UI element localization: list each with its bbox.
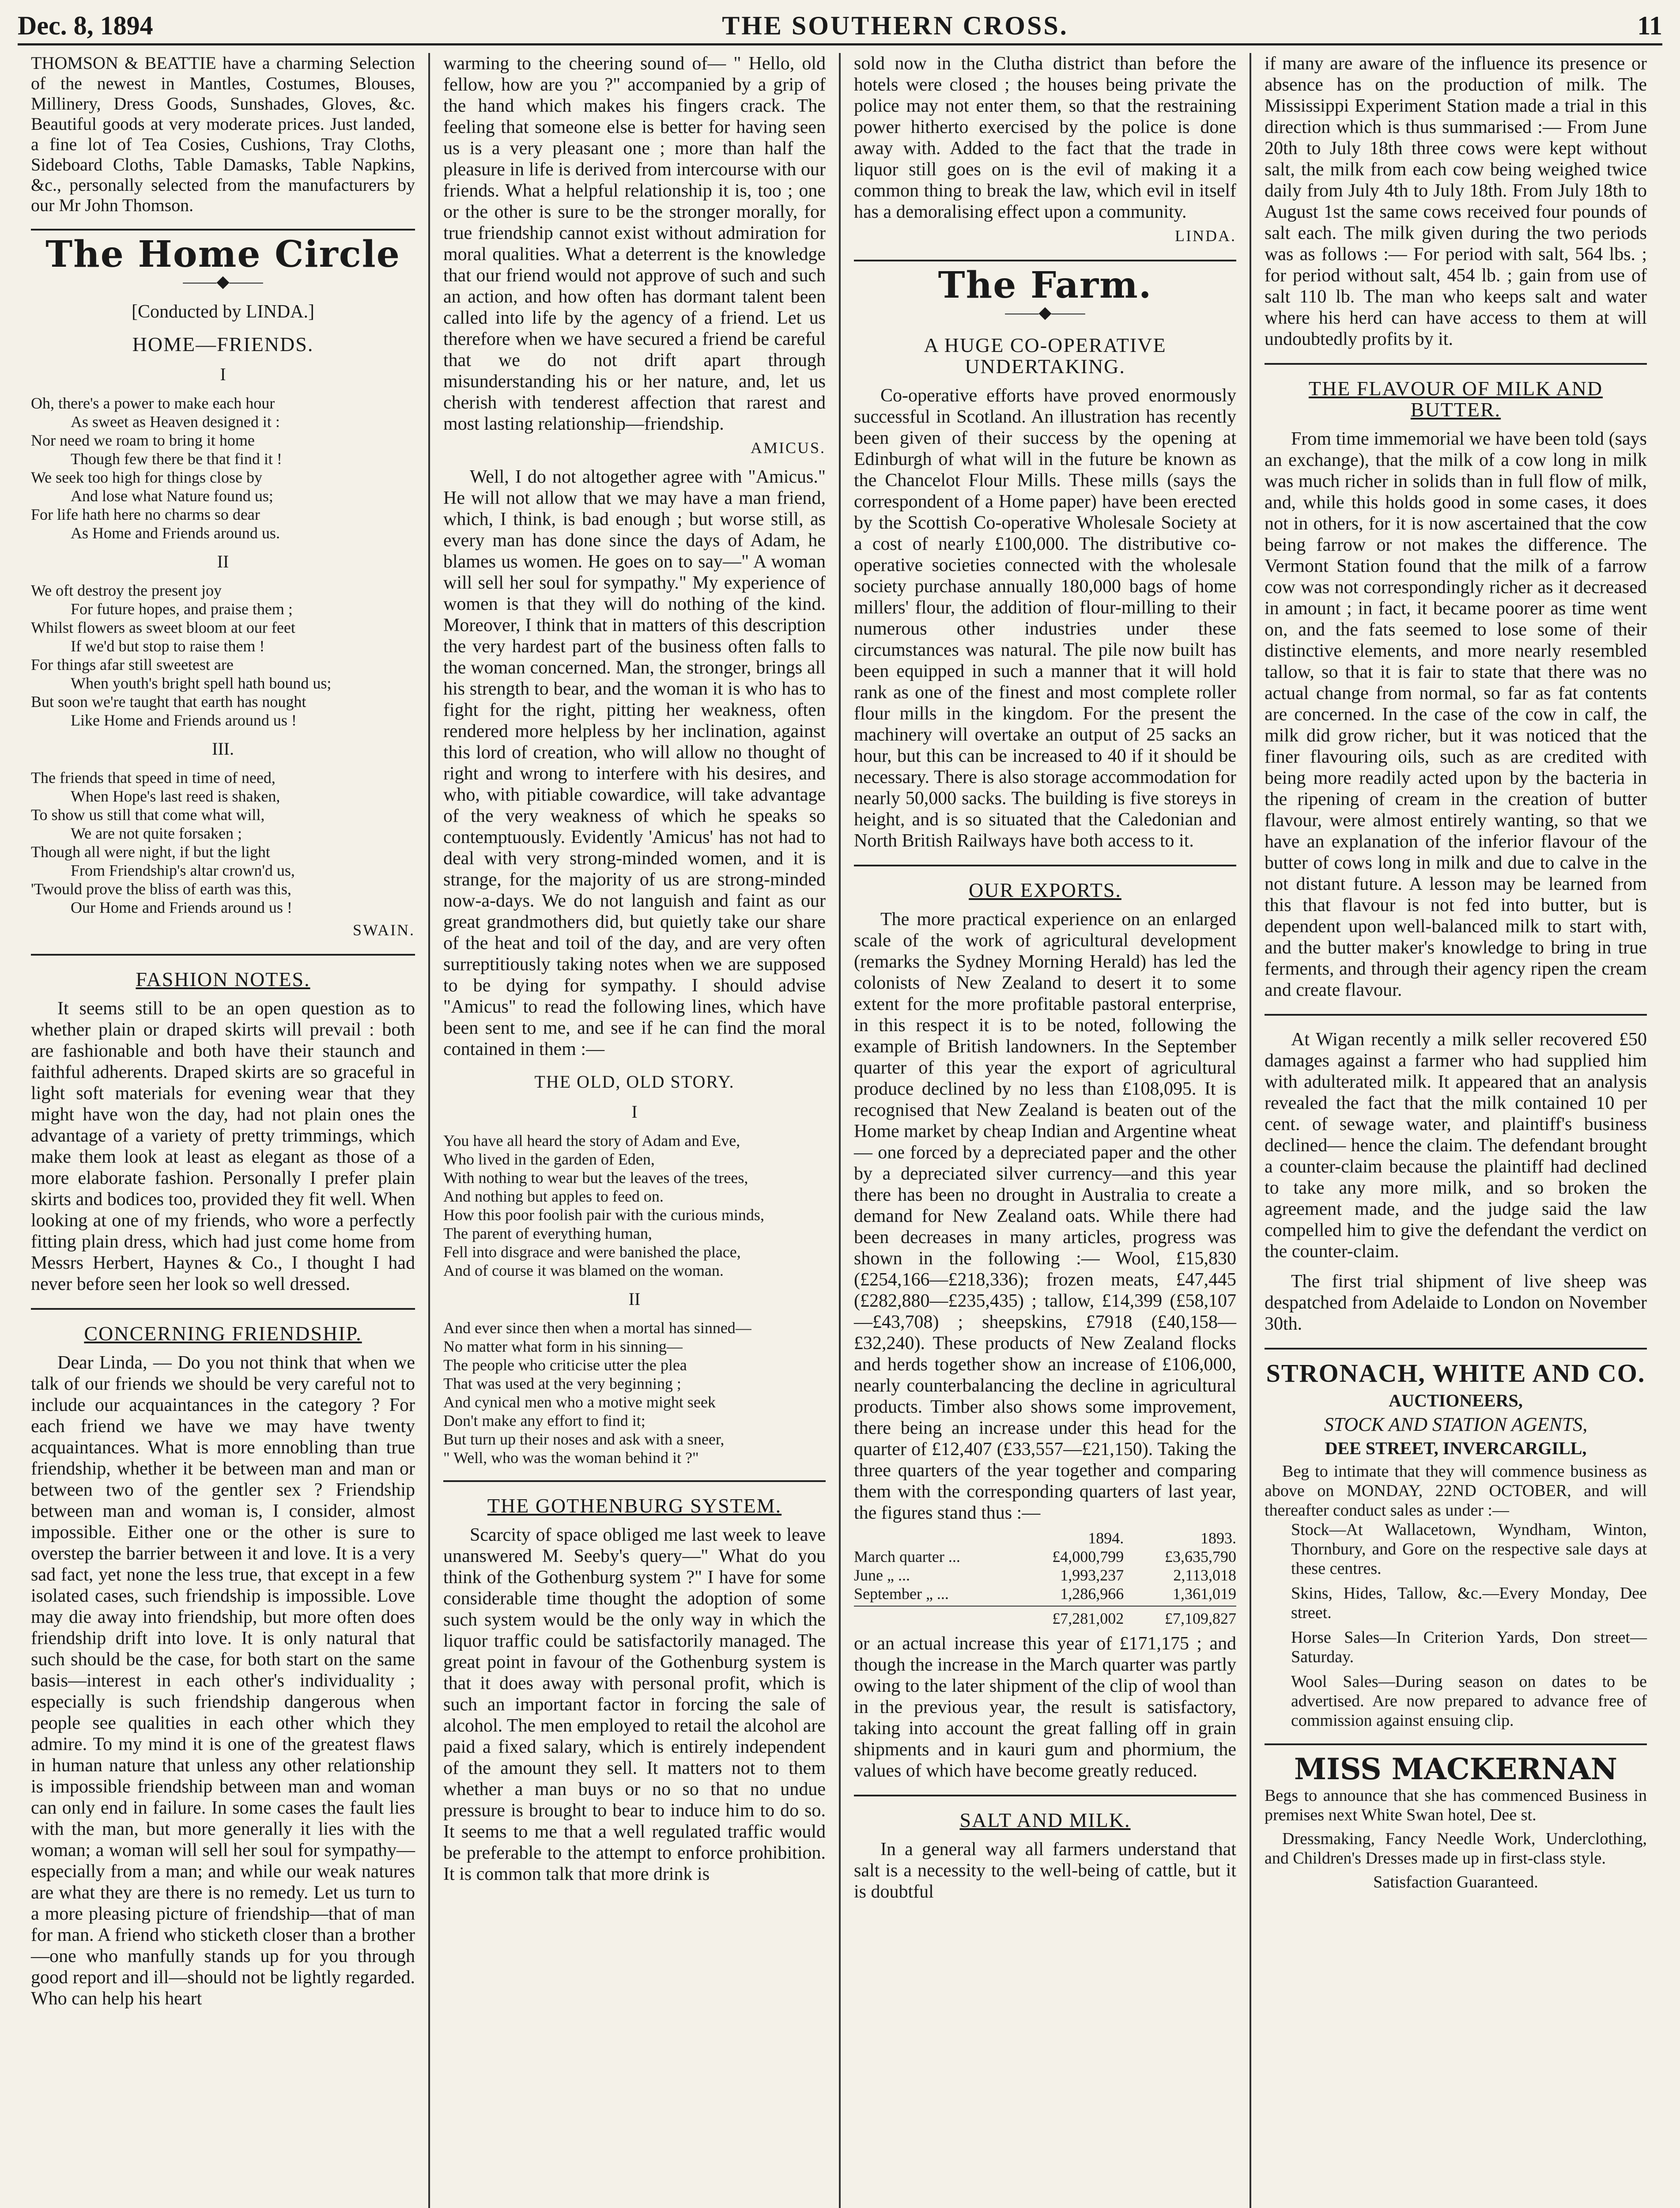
table-cell: June „ ...: [854, 1566, 910, 1584]
friendship-heading: CONCERNING FRIENDSHIP.: [84, 1322, 362, 1345]
poem-line: Like Home and Friends around us !: [71, 711, 297, 729]
stanza-number: I: [631, 1102, 638, 1122]
poem-line: From Friendship's altar crown'd us,: [71, 862, 295, 879]
poem-line: As sweet as Heaven designed it :: [71, 413, 280, 431]
table-row: [854, 1547, 1236, 1566]
ad-text: Dressmaking, Fancy Needle Work, Underclothing, and Children's Dresses made up in first-class style.: [1265, 1830, 1647, 1868]
table-total: [854, 1609, 1236, 1628]
poem-line: For things afar still sweetest are: [31, 656, 234, 673]
fashion-notes-text: It seems still to be an open question as to whether plain or draped skirts will prevail : both are fashionable and both have their staunch and faithful adherents. Draped skirts are so graceful in light soft materials for evening wear that they might have won the day, had not plain ones the advantage of a variety of pretty trimmings, which make them look at least as elegant as those of a more elaborate fashion. Personally I prefer plain skirts and bodices too, provided they fit well. When looking at one of my friends, who wore a perfectly fitting plain dress, which had just come home from Messrs Herbert, Haynes & Co., I thought I had never before seen her look so well dressed.: [31, 998, 415, 1294]
poem-line: To show us still that come what will,: [31, 806, 265, 824]
old-story-heading: THE OLD, OLD STORY.: [534, 1072, 735, 1092]
newspaper-title: THE SOUTHERN CROSS.: [722, 11, 1068, 40]
table-cell: £7,281,002: [1052, 1610, 1124, 1627]
exports-table: [854, 1529, 1236, 1628]
thomson-beattie-ad: [31, 53, 415, 216]
farm-heading: The Farm.: [938, 264, 1152, 306]
poem-line: That was used at the very beginning ;: [443, 1375, 681, 1392]
column-2: [428, 53, 839, 2208]
poem-line: 'Twould prove the bliss of earth was this,: [31, 880, 291, 898]
table-row: [854, 1566, 1236, 1584]
gothenburg-continued: sold now in the Clutha district than before the hotels were closed ; the houses being private the police may not enter them, so that the restraining power hitherto exercised by the police is done away with. Added to the fact that the trade in liquor still goes on is the evil of making it a common thing to break the law, which evil in itself has a demoralising effect upon a community.: [854, 53, 1236, 222]
poem-line: And of course it was blamed on the woman.: [443, 1262, 724, 1279]
fashion-notes-heading: FASHION NOTES.: [136, 968, 310, 991]
ornament: ——◆——: [1005, 303, 1085, 322]
issue-date: Dec. 8, 1894: [18, 11, 153, 40]
poem-line: Oh, there's a power to make each hour: [31, 394, 275, 412]
stanza-number: III.: [212, 739, 234, 759]
gothenburg-text: Scarcity of space obliged me last week to leave unanswered M. Seeby's query—" What do you think of the Gothenburg system ?" I have for some considerable time thought the adoption of some such system would be the only way in which the liquor traffic could be satisfactorily managed. The great point in favour of the Gothenburg system is that it does away with personal profit, which is such an important factor in forcing the sale of alcohol. The men employed to retail the alcohol are paid a fixed salary, which is entirely independent of the amount they sell. It matters not to them whether a man buys or no so that no undue pressure is brought to bear to induce him to do so. It seems to me that a well regulated traffic would be preferable to the attempt to enforce prohibition. It is common talk that more drink is: [443, 1525, 826, 1884]
old-story-stanza-1: [443, 1131, 826, 1280]
poem-line: With nothing to wear but the leaves of the trees,: [443, 1169, 748, 1187]
divider: [31, 1308, 415, 1310]
list-item: Skins, Hides, Tallow, &c.—Every Monday, Dee street.: [1291, 1584, 1647, 1622]
poem-line: Though all were night, if but the light: [31, 843, 270, 861]
columns: [18, 53, 1660, 2208]
poem-line: You have all heard the story of Adam and Eve,: [443, 1132, 740, 1149]
table-cell: September „ ...: [854, 1585, 949, 1603]
table-cell: March quarter ...: [854, 1548, 960, 1565]
poem-line: The people who criticise utter the plea: [443, 1356, 687, 1374]
ad-heading: STRONACH, WHITE AND CO.: [1266, 1359, 1646, 1388]
poem-line: If we'd but stop to raise them !: [71, 637, 265, 655]
poem-line: We oft destroy the present joy: [31, 582, 222, 599]
ad-intro: Beg to intimate that they will commence business as above on MONDAY, 22ND OCTOBER, and will thereafter conduct sales as under :—: [1265, 1462, 1647, 1520]
stanza-number: II: [628, 1289, 641, 1309]
home-friends-heading: HOME—FRIENDS.: [132, 333, 314, 355]
column-1: [18, 53, 428, 2208]
home-circle-heading: The Home Circle: [45, 233, 400, 276]
poem-line: And lose what Nature found us;: [71, 487, 273, 505]
cooperative-text: Co-operative efforts have proved enormously successful in Scotland. An illustration has recently been given of their success by the opening at Edinburgh of what will in the future be known as the Chancelot Flour Mills. These mills (says the correspondent of a Home paper) have been erected by the Scottish Co-operative Wholesale Society at a cost of nearly £100,000. The distributive co-operative societies connected with the wholesale society purchase annually 180,000 bags of home millers' flour, the addition of flour-milling to their numerous other industries under these circumstances was natural. The pile now built has been equipped in such a manner that it will hold rank as one of the finest and most complete roller flour mills in the kingdom. For the present the machinery will overtake an output of 25 sacks an hour, but this can be increased to 40 if it should be necessary. There is also storage accommodation for nearly 50,000 sacks. The building is five storeys in height, and is so situated that the Caledonian and North British Railways have both access to it.: [854, 386, 1236, 851]
list-item: Wool Sales—During season on dates to be advertised. Are now prepared to advance free of commission against ensuing clip.: [1291, 1672, 1647, 1730]
masthead: [18, 8, 1662, 45]
exports-text-2: or an actual increase this year of £171,175 ; and though the increase in the March quarter was partly owing to the later shipment of the clip of wool than in the previous year, the result is satisfactory, taking into account the great falling off in grain shipments and in kauri gum and phormium, the values of which have become greatly reduced.: [854, 1633, 1236, 1781]
column-3: [839, 53, 1250, 2208]
salt-milk-continued: if many are aware of the influence its presence or absence has on the production of milk. The Mississippi Experiment Station made a trial in this direction which is thus summarised :— From June 20th to July 18th three cows were kept without salt, the milk from each cow being weighed twice daily from July 4th to July 18th. From July 18th to August 1st the same cows received four pounds of salt each. The milk given during the two periods was as follows :— For period with salt, 564 lbs. ; for period without salt, 454 lb. ; gain from use of salt 110 lb. The man who keeps salt and water where his herd can have access to them at will undoubtedly profits by it.: [1265, 53, 1647, 349]
flavour-heading: THE FLAVOUR OF MILK AND BUTTER.: [1308, 377, 1603, 421]
ad-heading: MISS MACKERNAN: [1294, 1752, 1617, 1786]
conducted-by: [Conducted by LINDA.]: [131, 302, 315, 322]
column-4: [1250, 53, 1660, 2208]
list-item: Horse Sales—In Criterion Yards, Don street—Saturday.: [1291, 1628, 1647, 1666]
poem-line: Fell into disgrace and were banished the place,: [443, 1243, 741, 1261]
table-header: [854, 1529, 1236, 1547]
gothenburg-heading: THE GOTHENBURG SYSTEM.: [487, 1494, 782, 1517]
divider: [31, 229, 415, 231]
divider: [1265, 1348, 1647, 1350]
poem-line: When youth's bright spell hath bound us;: [71, 674, 332, 692]
author-signature: SWAIN.: [353, 921, 415, 939]
ad-list: [1265, 1520, 1647, 1730]
poem-line: And nothing but apples to feed on.: [443, 1187, 664, 1205]
table-cell: 1893.: [1201, 1529, 1236, 1547]
mackernan-ad: [1265, 1752, 1647, 1892]
divider: [443, 1480, 826, 1482]
poem-line: The friends that speed in time of need,: [31, 769, 276, 786]
divider: [854, 865, 1236, 866]
poem-line: Who lived in the garden of Eden,: [443, 1150, 655, 1168]
poem-line: How this poor foolish pair with the curious minds,: [443, 1206, 764, 1224]
poem-line: For life hath here no charms so dear: [31, 506, 260, 523]
table-cell: [854, 1609, 1012, 1628]
poem-line: Though few there be that find it !: [71, 450, 282, 468]
cooperative-heading: A HUGE CO-OPERATIVE UNDERTAKING.: [924, 334, 1167, 378]
ornament: ——◆——: [183, 272, 263, 291]
linda-reply: Well, I do not altogether agree with "Amicus." He will not allow that we may have a man friend, which, I think, is bad enough ; but worse still, as every man has done since the days of Adam, he blames us women. He goes on to say—" A woman will sell her soul for sympathy." My experience of women is that they will do nothing of the kind. Moreover, I think that in matters of this description the very hardest part of the business often falls to the woman concerned. Man, the stronger, brings all his strength to bear, and the woman it is who has to fight for the right, pitting her weakness, often rendered more helpless by her inclination, against this lord of creation, who will allow no thought of right and wrong to interfere with his desires, and who, with pitiable cowardice, will take advantage of the very weakness of which he speaks so contemptuously. Evidently 'Amicus' has not had to deal with very strong-minded women, and it is strange, for the majority of us are strong-minded now-a-days. We do not languish and faint as our great grandmothers did, but quietly take our share of the heat and toil of the day, and are very often surreptitiously taking notes when we are supposed to be dying for sympathy. I should advise "Amicus" to read the following lines, which have been sent to me, and see if he can find the moral contained in them :—: [443, 467, 826, 1059]
author-signature: AMICUS.: [750, 439, 826, 457]
exports-heading: OUR EXPORTS.: [969, 879, 1121, 901]
ad-subheading: STOCK AND STATION AGENTS,: [1324, 1414, 1588, 1435]
table-cell: £7,109,827: [1165, 1610, 1236, 1627]
stanza-number: I: [220, 364, 226, 384]
poem-line: The parent of everything human,: [443, 1225, 652, 1242]
table-cell: 1,361,019: [1173, 1585, 1236, 1603]
poem-line: We are not quite forsaken ;: [71, 824, 242, 842]
divider: [854, 260, 1236, 261]
author-signature: LINDA.: [1175, 227, 1236, 245]
ad-address: DEE STREET, INVERCARGILL,: [1325, 1438, 1587, 1458]
divider: [1265, 363, 1647, 365]
poem-line: But soon we're taught that earth has nought: [31, 693, 306, 711]
poem-line: When Hope's last reed is shaken,: [71, 787, 280, 805]
friendship-continued: warming to the cheering sound of— " Hello, old fellow, how are you ?" accompanied by a grip of the hand which makes his fingers crack. The feeling that someone else is better for having seen us is a very pleasant one ; more than half the pleasure in life is derived from intercourse with our friends. What a helpful relationship it is, too ; one or the other is sure to be the stronger morally, for true friendship cannot exist without admiration for moral qualities. What a deterrent is the knowledge that our friend would not approve of such and such an action, and how often has dormant talent been called into life by the agency of a friend. Let us therefore when we have secured a friend be careful that we do not drift apart through misunderstanding his or her nature, and, let us cherish with tenderest affection that rarest and most lasting relationship—friendship.: [443, 53, 826, 434]
poem-line: We seek too high for things close by: [31, 469, 263, 486]
divider: [1265, 1014, 1647, 1016]
poem-stanza-2: [31, 581, 415, 730]
exports-text: The more practical experience on an enlarged scale of the work of agricultural development (remarks the Sydney Morning Herald) has led the colonists of New Zealand to desert it to some extent for the more profitable pastoral enterprise, in this respect it is to be noted, following the example of British landowners. In the September quarter of this year the export of agricultural produce declined by no less than £108,095. It is recognised that New Zealand is beaten out of the Home market by cheap Indian and Argentine wheat — one forced by a depreciated paper and the other by a depreciated silver currency—and this year there has been no drought in Australia to create a demand for New Zealand oats. While there had been decreases in many articles, progress was shown in the following :— Wool, £15,830 (£254,166—£218,336); frozen meats, £47,445 (£282,880—£235,435) ; tallow, £14,399 (£58,107—£43,708) ; sheepskins, £7918 (£40,158—£32,240). These products of New Zealand flocks and herds together show an increase of £106,000, nearly counterbalancing the decline in agricultural products. Timber also shows some improvement, there being an increase under this head for the quarter of £12,407 (£33,557—£21,150). Taking the three quarters of the year together and comparing them with the corresponding quarters of last year, the figures stand thus :—: [854, 909, 1236, 1523]
divider: [31, 954, 415, 956]
divider: [854, 1795, 1236, 1796]
poem-line: No matter what form in his sinning—: [443, 1338, 683, 1355]
flavour-text: From time immemorial we have been told (says an exchange), that the milk of a cow long in milk was much richer in solids than in full flow of milk, and, while this holds good in some cases, it does not in others, for it is now ascertained that the cow being farrow or not makes the difference. The Vermont Station found that the milk of a farrow cow was not correspondingly richer as it decreased in amount ; in fact, it became poorer as time went on, and the fats seemed to lose some of their distinctive elements, and more nearly resembled tallow, so that it is fair to state that there was no actual change from normal, so far as fat contents are concerned. In the case of the cow in calf, the milk did grow richer, but it was noticed that the finer flavouring oils, such as are credited with being more readily acted upon by the bacteria in the ripening of cream in the creation of butter flavour, were almost entirely wanting, so that we have an explanation of the inferior flavour of the butter of cows long in milk and due to calve in the not distant future. A lesson may be learned from this that flavour is not fed into butter, but is dependent upon well-balanced milk to start with, and the butter maker's knowledge to bring in true ferments, and through their agency ripen the cream and create flavour.: [1265, 429, 1647, 1000]
poem-line: " Well, who was the woman behind it ?": [443, 1449, 699, 1467]
table-cell: 1,993,237: [1060, 1566, 1124, 1584]
poem-line: As Home and Friends around us.: [71, 524, 280, 542]
ad-text: Begs to announce that she has commenced Business in premises next White Swan hotel, Dee st.: [1265, 1786, 1647, 1824]
divider: [1265, 1743, 1647, 1745]
poem-line: But turn up their noses and ask with a sneer,: [443, 1430, 725, 1448]
page-number: 11: [1637, 11, 1662, 40]
ad-lead: THOMSON & BEATTIE: [31, 53, 216, 73]
old-story-stanza-2: [443, 1319, 826, 1467]
table-cell: £3,635,790: [1165, 1548, 1236, 1565]
table-row: [854, 1584, 1236, 1607]
ad-text: have a charming Selection of the newest in Mantles, Costumes, Blouses, Millinery, Dress Goods, Sunshades, Gloves, &c. Beautiful goods at very moderate prices. Just landed, a fine lot of Tea Cosies, Cushions, Tray Cloths, Sideboard Cloths, Table Damasks, Table Napkins, &c., personally selected from the manufacturers by our Mr John Thomson.: [31, 53, 415, 215]
list-item: Stock—At Wallacetown, Wyndham, Winton, Thornbury, and Gore on the respective sale days at these centres.: [1291, 1520, 1647, 1578]
ad-subheading: AUCTIONEERS,: [1389, 1391, 1523, 1410]
poem-line: Our Home and Friends around us !: [71, 899, 292, 916]
poem-line: Nor need we roam to bring it home: [31, 431, 255, 449]
friendship-text: Dear Linda, — Do you not think that when we talk of our friends we should be very careful not to include our acquaintances in the category ? For each friend we have we may have twenty acquaintances. What is more ennobling than true friendship, whether it be between man and man or between two of the gentler sex ? Friendship between man and woman is, I consider, almost impossible. Either one or the other is sure to overstep the barrier between it and love. It is a very sad fact, yet none the less true, that except in a few isolated cases, such friendship is impossible. Love may die away into friendship, but more often does friendship drift into love. It is only natural that such should be the case, for both start on the same basis—interest in each other's individuality ; especially is such friendship dangerous when people see qualities in each other which they admire. To my mind it is one of the greatest flaws in human nature that unless any other relationship is impossible friendship between man and woman can only end in failure. In some cases the fault lies with the man, but more generally it lies with the woman; a woman will sell her soul for sympathy—especially from a man; and while our weak natures are what they are there is no remedy. Let us turn to a more pleasing picture of friendship—that of man for man. A friend who sticketh closer than a brother—one who manfully stands up for you through good report and ill—should not be lightly regarded. Who can help his heart: [31, 1353, 415, 2009]
stanza-number: II: [217, 552, 229, 571]
table-cell: [854, 1529, 1012, 1547]
poem-line: Don't make any effort to find it;: [443, 1412, 646, 1429]
table-cell: 2,113,018: [1173, 1566, 1236, 1584]
table-cell: 1894.: [1088, 1529, 1124, 1547]
poem-line: And cynical men who a motive might seek: [443, 1393, 716, 1411]
poem-stanza-3: [31, 768, 415, 917]
salt-milk-text: In a general way all farmers understand that salt is a necessity to the well-being of cattle, but it is doubtful: [854, 1839, 1236, 1902]
table-cell: 1,286,966: [1060, 1585, 1124, 1603]
sheep-text: The first trial shipment of live sheep was despatched from Adelaide to London on November 30th.: [1265, 1271, 1647, 1334]
wigan-text: At Wigan recently a milk seller recovered £50 damages against a farmer who had supplied him with adulterated milk. It appeared that an analysis revealed the fact that the milk contained 10 per cent. of sewage water, and plaintiff's business declined— hence the claim. The defendant brought a counter-claim because the plaintiff had declined to take any more milk, and so broken the agreement made, and the judge said the law compelled him to give the defendant the verdict on the counter-claim.: [1265, 1029, 1647, 1262]
stronach-white-ad: [1265, 1359, 1647, 1730]
poem-stanza-1: [31, 394, 415, 542]
poem-line: For future hopes, and praise them ;: [71, 600, 293, 618]
poem-line: And ever since then when a mortal has sinned—: [443, 1319, 751, 1337]
poem-line: Whilst flowers as sweet bloom at our feet: [31, 619, 295, 636]
salt-milk-heading: SALT AND MILK.: [959, 1809, 1131, 1831]
table-cell: £4,000,799: [1052, 1548, 1124, 1565]
ad-text: Satisfaction Guaranteed.: [1373, 1873, 1538, 1891]
